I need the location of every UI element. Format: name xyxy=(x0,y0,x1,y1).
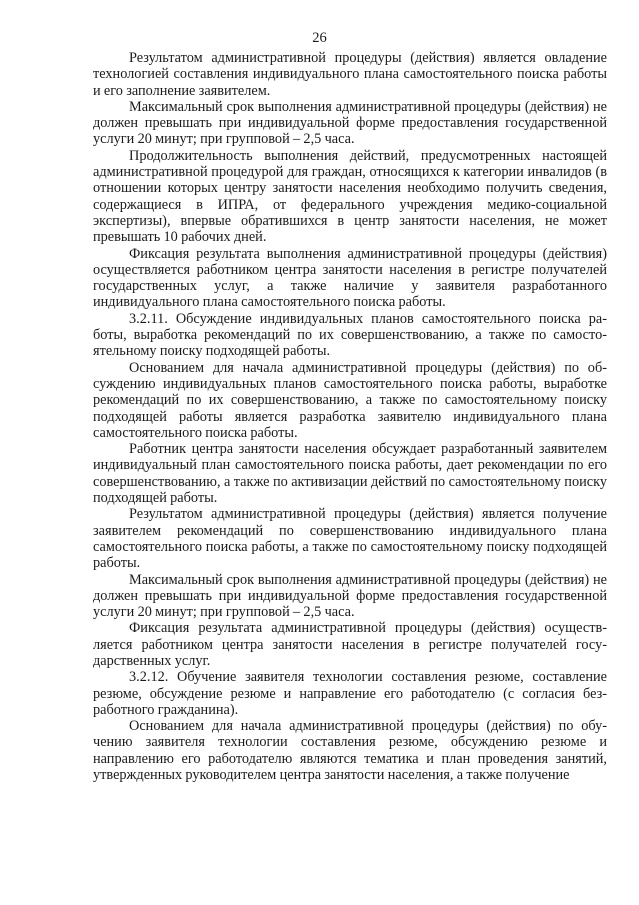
paragraph-max-duration-2: Максимальный срок выполнения административной процедуры (действия) не должен превышать при индивидуальной форме предоставления государственной услуги 20 минут; при групповой – 2,5 часа. xyxy=(93,571,607,621)
paragraph-procedure-basis: Основанием для начала административной процедуры (действия) по обсуждению индивидуальных планов самостоятельного поиска работы, выработке рекомендаций по их совершенствованию, а также по самостоятельному поиску подходящей работы является разработка заявителю индивидуального плана самостоятельного поиска работы. xyxy=(93,359,607,441)
paragraph-worker-discussion: Работник центра занятости населения обсуждает разработанный заявителем индивидуальный план самостоятельного поиска работы, дает рекомендации по его совершенствованию, а также по активизации действий по самостоятельному поиску подходящей работы. xyxy=(93,441,607,507)
paragraph-result-fixation-2: Фиксация результата административной процедуры (действия) осуществляется работником центра занятости населения в регистре получателей государственных услуг. xyxy=(93,620,607,669)
document-body xyxy=(93,50,607,783)
section-heading-3-2-12: 3.2.12. Обучение заявителя технологии составления резюме, составление резюме, обсуждение резюме и направление его работодателю (с согласия безработного гражданина). xyxy=(93,669,607,718)
paragraph-procedure-result-2: Результатом административной процедуры (действия) является получение заявителем рекомендаций по совершенствованию индивидуального плана самостоятельного поиска работы, а также по самостоятельному поиску подходящей работы. xyxy=(93,506,607,572)
paragraph-procedure-basis-2: Основанием для начала административной процедуры (действия) по обучению заявителя технологии составления резюме, обсуждению резюме и направлению его работодателю являются тематика и план проведения занятий, утвержденных руководителем центра занятости населения, а также получение xyxy=(93,718,607,784)
paragraph-result-fixation: Фиксация результата выполнения административной процедуры (действия) осуществляется работником центра занятости населения в регистре получателей государственных услуг, а также наличие у заявителя разработанного индивидуального плана самостоятельного поиска работы. xyxy=(93,245,607,311)
paragraph-procedure-result: Результатом административной процедуры (действия) является овладение технологией составления индивидуального плана самостоятельного поиска работы и его заполнение заявителем. xyxy=(93,50,607,99)
page-number: 26 xyxy=(312,30,327,46)
section-heading-3-2-11: 3.2.11. Обсуждение индивидуальных планов самостоятельного поиска работы, выработка рекомендаций по их совершенствованию, а также по самостоятельному поиску подходящей работы. xyxy=(93,310,607,360)
paragraph-max-duration: Максимальный срок выполнения административной процедуры (действия) не должен превышать при индивидуальной форме предоставления государственной услуги 20 минут; при групповой – 2,5 часа. xyxy=(93,98,607,148)
paragraph-duration-disabled: Продолжительность выполнения действий, предусмотренных настоящей административной процедурой для граждан, относящихся к категории инвалидов (в отношении которых центру занятости населения необходимо получить сведения, содержащиеся в ИПРА, от федерального учреждения медико-социальной экспертизы), впервые обратившихся в центр занятости населения, не может превышать 10 рабочих дней. xyxy=(93,147,607,246)
